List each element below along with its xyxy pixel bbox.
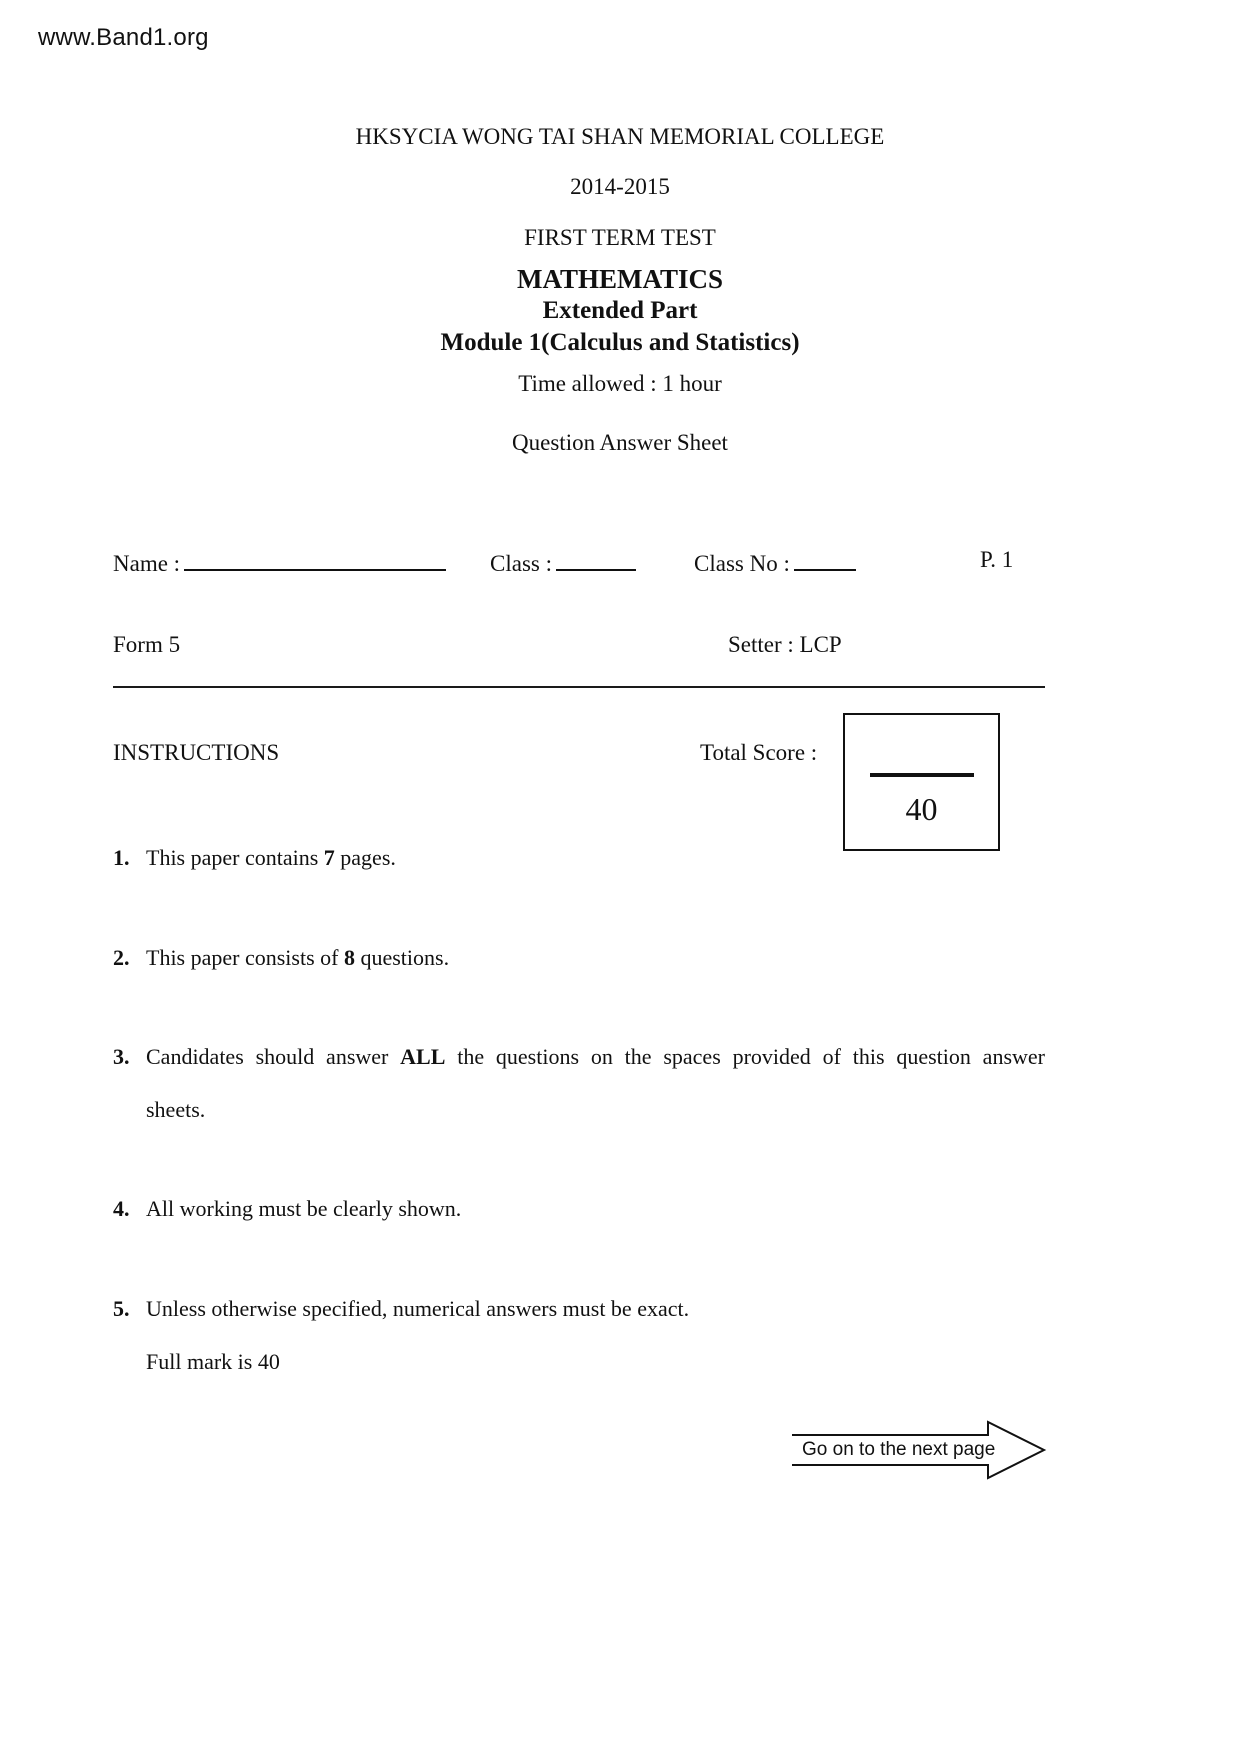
item-text-post: questions. xyxy=(354,945,450,970)
item-text-pre: This paper contains xyxy=(146,845,324,870)
site-watermark: www.Band1.org xyxy=(38,24,209,51)
academic-year: 2014-2015 xyxy=(570,174,670,199)
setter-label: Setter : LCP xyxy=(728,632,842,657)
item-text xyxy=(146,1293,1045,1325)
item-number: 4. xyxy=(113,1196,130,1221)
item-text xyxy=(146,942,1045,974)
class-field-label: Class : xyxy=(490,551,552,576)
next-page-label: Go on to the next page xyxy=(802,1439,996,1460)
form-label: Form 5 xyxy=(113,632,181,657)
item-text-bold: ALL xyxy=(400,1044,446,1069)
item-number: 1. xyxy=(113,845,130,870)
class-no-field xyxy=(694,547,856,577)
instructions-heading: INSTRUCTIONS xyxy=(113,740,280,765)
item-text-continued: sheets. xyxy=(146,1096,206,1122)
paper-part: Extended Part xyxy=(542,297,698,324)
next-page-arrow xyxy=(790,1420,1048,1480)
class-blank-line xyxy=(556,547,636,571)
total-score-box xyxy=(843,713,1000,851)
item-text xyxy=(146,842,1045,874)
subject-title: MATHEMATICS xyxy=(516,264,723,294)
page-number: P. 1 xyxy=(980,547,1014,572)
score-blank-line xyxy=(870,773,974,777)
item-text-pre: Candidates should answer xyxy=(146,1044,401,1069)
item-text-pre: All working must be clearly shown. xyxy=(146,1196,462,1221)
class-no-field-label: Class No : xyxy=(694,551,790,576)
item-number: 5. xyxy=(113,1296,130,1321)
module-title: Module 1(Calculus and Statistics) xyxy=(440,329,800,356)
instruction-item xyxy=(113,1041,1045,1126)
item-text-bold: 7 xyxy=(323,845,335,870)
school-name: HKSYCIA WONG TAI SHAN MEMORIAL COLLEGE xyxy=(355,124,885,149)
class-no-blank-line xyxy=(794,547,856,571)
section-divider xyxy=(113,686,1045,688)
item-text-continued: Full mark is 40 xyxy=(146,1348,280,1374)
item-number: 2. xyxy=(113,945,130,970)
time-allowed: Time allowed : 1 hour xyxy=(518,371,722,396)
item-text-post: pages. xyxy=(334,845,396,870)
full-mark-value: 40 xyxy=(905,791,938,827)
sheet-title: Question Answer Sheet xyxy=(512,430,728,455)
item-number: 3. xyxy=(113,1044,130,1069)
instruction-item xyxy=(113,1293,1045,1378)
item-text-pre: Unless otherwise specified, numerical answers must be exact. xyxy=(146,1296,690,1321)
item-text-post: the questions on the spaces provided of this question answer xyxy=(445,1044,1045,1069)
instruction-item xyxy=(113,942,1045,974)
instruction-item xyxy=(113,842,1045,874)
name-blank-line xyxy=(184,547,446,571)
class-field xyxy=(490,547,636,577)
item-text-bold: 8 xyxy=(343,945,355,970)
total-score-label: Total Score : xyxy=(700,740,818,765)
name-field-label: Name : xyxy=(113,551,181,576)
item-text-pre: This paper consists of xyxy=(146,945,344,970)
name-field xyxy=(113,547,446,577)
instruction-item xyxy=(113,1193,1045,1225)
term-title: FIRST TERM TEST xyxy=(524,225,716,250)
item-text xyxy=(146,1193,1045,1225)
item-text xyxy=(146,1041,1045,1073)
